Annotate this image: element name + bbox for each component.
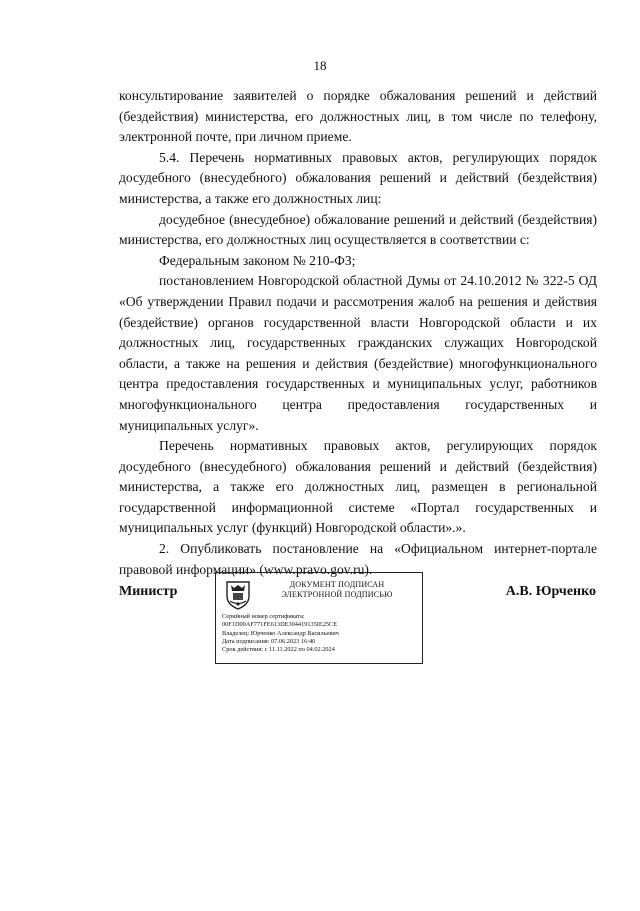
electronic-signature-stamp	[215, 572, 423, 664]
stamp-header-line: ДОКУМЕНТ ПОДПИСАН	[289, 580, 385, 589]
coat-of-arms-icon	[224, 579, 252, 611]
paragraph: 2. Опубликовать постановление на «Официальном интернет-портале правовой информации» (www.pravo.gov.ru).	[119, 541, 597, 577]
cert-validity: Срок действия: с 11.11.2022 по 04.02.2024	[222, 646, 335, 654]
signer-title: Министр	[119, 584, 178, 599]
paragraph: консультирование заявителей о порядке обжалования решений и действий (бездействия) министерства, его должностных лиц, в том числе по телефону, электронной почте, при личном приеме.	[119, 88, 597, 145]
cert-owner: Владелец: Юрченко Александр Васильевич	[222, 629, 339, 637]
signed-date: Дата подписания: 07.06.2023 16:40	[222, 637, 316, 645]
signature-block	[0, 572, 640, 672]
document-body	[119, 86, 597, 580]
paragraph: 5.4. Перечень нормативных правовых актов, регулирующих порядок досудебного (внесудебного) обжалования решений и действий (бездействия) министерства, а также его должностных лиц:	[119, 149, 597, 206]
paragraph: постановлением Новгородской областной Думы от 24.10.2012 № 322-5 ОД «Об утверждении Правил подачи и рассмотрения жалоб на решения и действия (бездействие) органов государственной власти Новгородской области и их должностных лиц, государственных гражданских служащих Новгородской области, а также на решения и действия (бездействие) многофункционального центра предоставления государственных и муниципальных услуг, работников многофункционального центра предоставления государственных и муниципальных услуг».	[119, 273, 597, 433]
paragraph: Перечень нормативных правовых актов, регулирующих порядок досудебного (внесудебного) обжалования решений и действий (бездействия) министерства, а также его должностных лиц, размещен в региональной государственной информационной системе «Портал государственных и муниципальных услуг (функций) Новгородской области».».	[119, 438, 597, 536]
paragraph: досудебное (внесудебное) обжалование решений и действий (бездействия) министерства, его должностных лиц осуществляется в соответствии с:	[119, 211, 597, 248]
stamp-header-line: ЭЛЕКТРОННОЙ ПОДПИСЬЮ	[281, 590, 393, 599]
cert-label: Серийный номер сертификата:	[222, 613, 305, 620]
stamp-details	[222, 613, 420, 654]
signer-name: А.В. Юрченко	[505, 584, 596, 599]
page-number: 18	[313, 58, 327, 73]
stamp-header	[256, 580, 418, 600]
cert-number: 00F1D00AF771FE613DE304419135IE25CE	[222, 621, 338, 629]
paragraph: Федеральным законом № 210-ФЗ;	[159, 252, 356, 268]
